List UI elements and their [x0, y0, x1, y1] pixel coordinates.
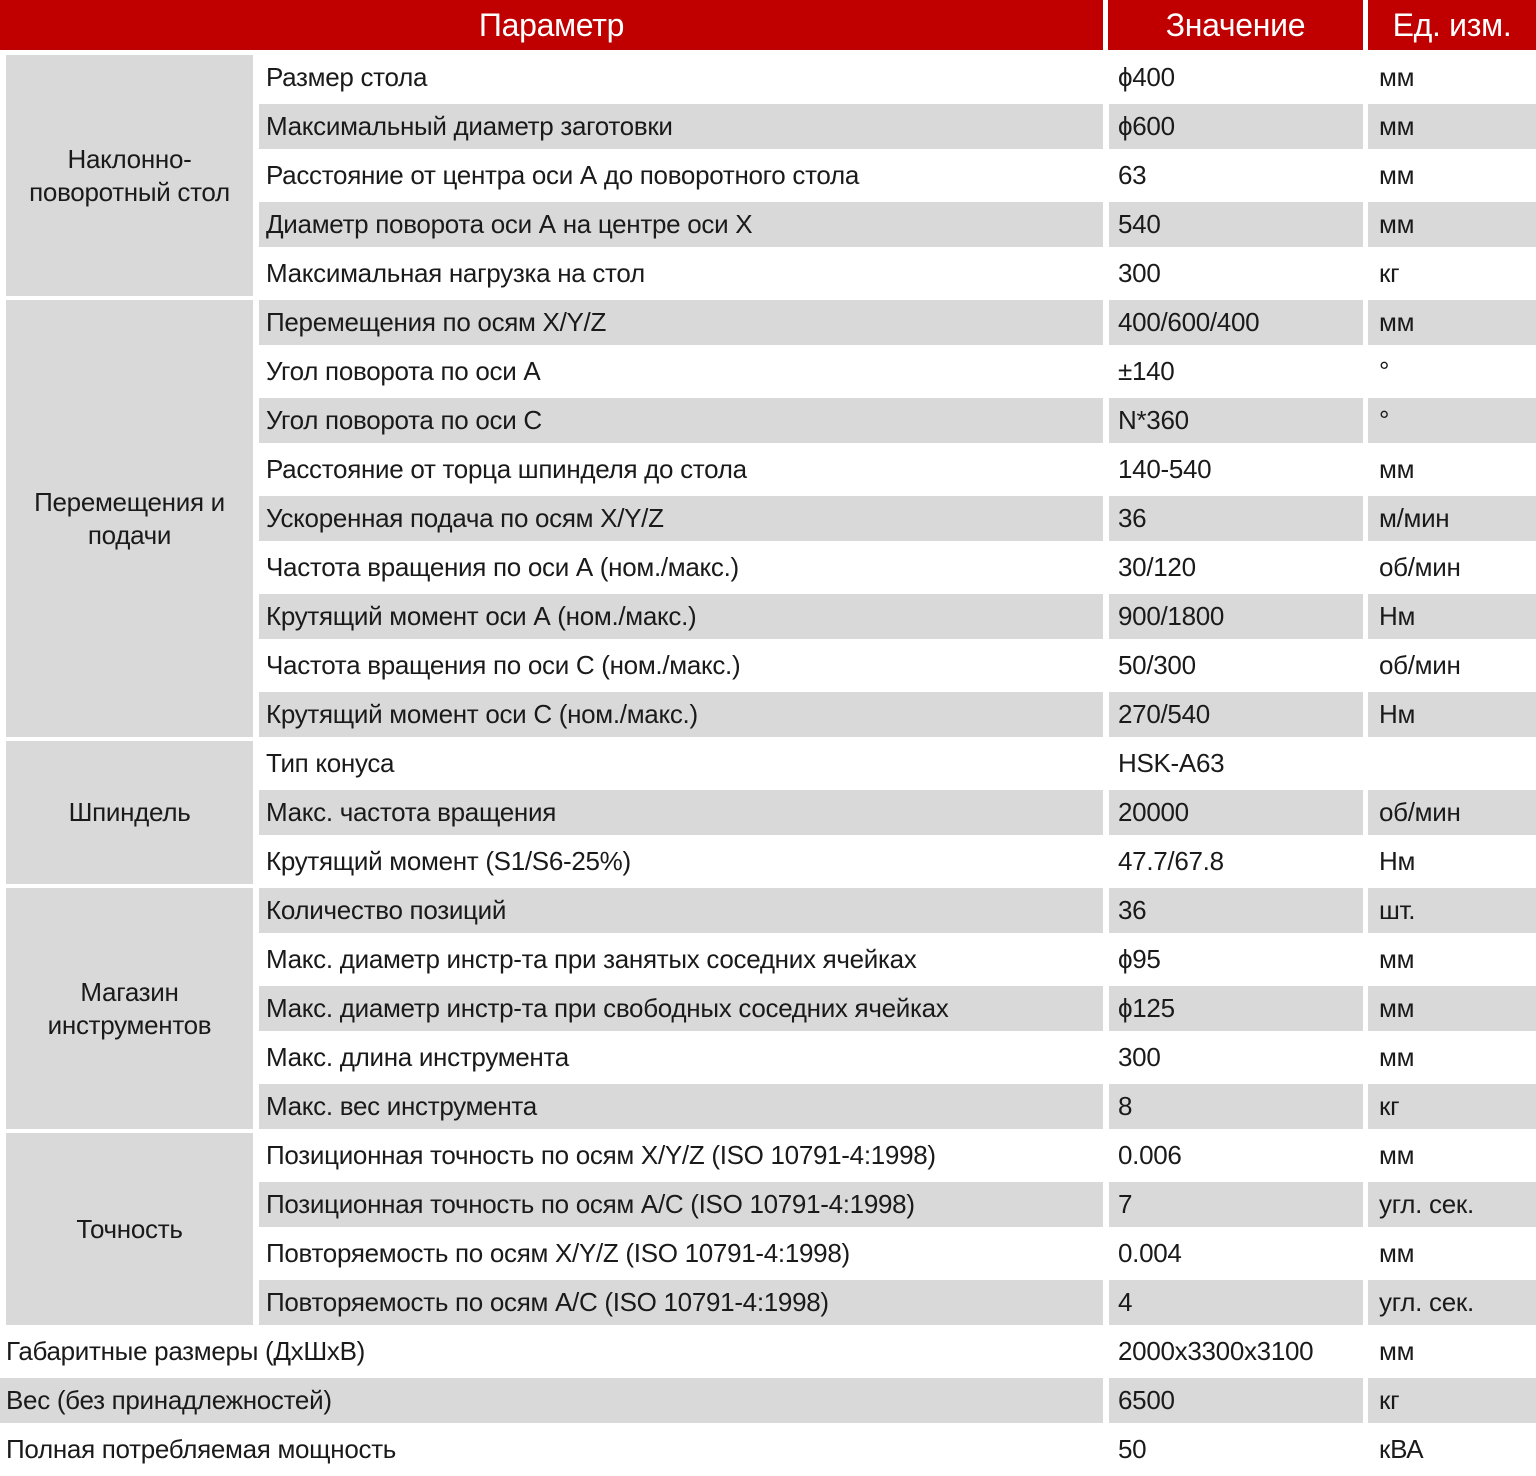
param-cell: Макс. вес инструмента: [253, 1084, 1103, 1133]
param-cell: Крутящий момент (S1/S6-25%): [253, 839, 1103, 888]
unit-cell: угл. сек.: [1363, 1182, 1536, 1231]
param-cell: Макс. диаметр инстр-та при свободных соседних ячейках: [253, 986, 1103, 1035]
unit-cell: кг: [1363, 1378, 1536, 1427]
value-cell: N*360: [1103, 398, 1363, 447]
value-cell: 6500: [1103, 1378, 1363, 1427]
header-param: Параметр: [0, 0, 1103, 55]
param-cell: Позиционная точность по осям А/С (ISO 10791-4:1998): [253, 1182, 1103, 1231]
value-cell: HSK-A63: [1103, 741, 1363, 790]
header-value: Значение: [1103, 0, 1363, 55]
value-cell: 270/540: [1103, 692, 1363, 741]
value-cell: 50: [1103, 1427, 1363, 1476]
value-cell: 20000: [1103, 790, 1363, 839]
param-cell: Расстояние от центра оси А до поворотного стола: [253, 153, 1103, 202]
unit-cell: мм: [1363, 1133, 1536, 1182]
param-cell: Полная потребляемая мощность: [0, 1427, 1103, 1476]
unit-cell: Нм: [1363, 594, 1536, 643]
param-cell: Количество позиций: [253, 888, 1103, 937]
unit-cell: °: [1363, 349, 1536, 398]
param-cell: Частота вращения по оси А (ном./макс.): [253, 545, 1103, 594]
unit-cell: мм: [1363, 300, 1536, 349]
table-row: [0, 1133, 1536, 1182]
value-cell: ±140: [1103, 349, 1363, 398]
value-cell: 63: [1103, 153, 1363, 202]
param-cell: Диаметр поворота оси А на центре оси Х: [253, 202, 1103, 251]
group-label-cell: Точность: [0, 1133, 253, 1329]
group-label-cell: Магазин инструментов: [0, 888, 253, 1133]
value-cell: 400/600/400: [1103, 300, 1363, 349]
unit-cell: Нм: [1363, 692, 1536, 741]
unit-cell: мм: [1363, 55, 1536, 104]
value-cell: ϕ125: [1103, 986, 1363, 1035]
param-cell: Габаритные размеры (ДхШхВ): [0, 1329, 1103, 1378]
value-cell: 140-540: [1103, 447, 1363, 496]
value-cell: 0.006: [1103, 1133, 1363, 1182]
value-cell: 36: [1103, 888, 1363, 937]
value-cell: 0.004: [1103, 1231, 1363, 1280]
group-label-cell: Наклонно-поворотный стол: [0, 55, 253, 300]
unit-cell: мм: [1363, 447, 1536, 496]
value-cell: ϕ95: [1103, 937, 1363, 986]
value-cell: 300: [1103, 1035, 1363, 1084]
unit-cell: мм: [1363, 153, 1536, 202]
unit-cell: мм: [1363, 202, 1536, 251]
table-row: [0, 1378, 1536, 1427]
param-cell: Максимальная нагрузка на стол: [253, 251, 1103, 300]
value-cell: 36: [1103, 496, 1363, 545]
table-row: [0, 888, 1536, 937]
unit-cell: мм: [1363, 104, 1536, 153]
param-cell: Крутящий момент оси А (ном./макс.): [253, 594, 1103, 643]
param-cell: Повторяемость по осям А/С (ISO 10791-4:1998): [253, 1280, 1103, 1329]
value-cell: 50/300: [1103, 643, 1363, 692]
param-cell: Крутящий момент оси С (ном./макс.): [253, 692, 1103, 741]
unit-cell: кВА: [1363, 1427, 1536, 1476]
unit-cell: мм: [1363, 1329, 1536, 1378]
param-cell: Максимальный диаметр заготовки: [253, 104, 1103, 153]
header-unit: Ед. изм.: [1363, 0, 1536, 55]
value-cell: 300: [1103, 251, 1363, 300]
param-cell: Размер стола: [253, 55, 1103, 104]
param-cell: Угол поворота по оси С: [253, 398, 1103, 447]
value-cell: 2000х3300х3100: [1103, 1329, 1363, 1378]
value-cell: 8: [1103, 1084, 1363, 1133]
param-cell: Угол поворота по оси А: [253, 349, 1103, 398]
group-label-cell: Перемещения и подачи: [0, 300, 253, 741]
unit-cell: мм: [1363, 1035, 1536, 1084]
value-cell: 540: [1103, 202, 1363, 251]
table-row: [0, 55, 1536, 104]
unit-cell: об/мин: [1363, 643, 1536, 692]
unit-cell: Нм: [1363, 839, 1536, 888]
param-cell: Расстояние от торца шпинделя до стола: [253, 447, 1103, 496]
table-row: [0, 1329, 1536, 1378]
value-cell: ϕ400: [1103, 55, 1363, 104]
unit-cell: кг: [1363, 251, 1536, 300]
unit-cell: мм: [1363, 1231, 1536, 1280]
param-cell: Повторяемость по осям X/Y/Z (ISO 10791-4:1998): [253, 1231, 1103, 1280]
value-cell: 47.7/67.8: [1103, 839, 1363, 888]
param-cell: Макс. частота вращения: [253, 790, 1103, 839]
unit-cell: угл. сек.: [1363, 1280, 1536, 1329]
group-label-cell: Шпиндель: [0, 741, 253, 888]
param-cell: Вес (без принадлежностей): [0, 1378, 1103, 1427]
unit-cell: °: [1363, 398, 1536, 447]
table-row: [0, 1427, 1536, 1476]
unit-cell: об/мин: [1363, 545, 1536, 594]
param-cell: Макс. длина инструмента: [253, 1035, 1103, 1084]
value-cell: 30/120: [1103, 545, 1363, 594]
header-row: [0, 0, 1536, 55]
table-row: [0, 300, 1536, 349]
value-cell: 900/1800: [1103, 594, 1363, 643]
unit-cell: шт.: [1363, 888, 1536, 937]
param-cell: Позиционная точность по осям X/Y/Z (ISO 10791-4:1998): [253, 1133, 1103, 1182]
unit-cell: мм: [1363, 937, 1536, 986]
param-cell: Ускоренная подача по осям X/Y/Z: [253, 496, 1103, 545]
unit-cell: об/мин: [1363, 790, 1536, 839]
value-cell: ϕ600: [1103, 104, 1363, 153]
value-cell: 4: [1103, 1280, 1363, 1329]
unit-cell: мм: [1363, 986, 1536, 1035]
table-row: [0, 741, 1536, 790]
unit-cell: кг: [1363, 1084, 1536, 1133]
param-cell: Перемещения по осям X/Y/Z: [253, 300, 1103, 349]
unit-cell: [1363, 741, 1536, 790]
param-cell: Макс. диаметр инстр-та при занятых соседних ячейках: [253, 937, 1103, 986]
param-cell: Тип конуса: [253, 741, 1103, 790]
value-cell: 7: [1103, 1182, 1363, 1231]
param-cell: Частота вращения по оси С (ном./макс.): [253, 643, 1103, 692]
unit-cell: м/мин: [1363, 496, 1536, 545]
